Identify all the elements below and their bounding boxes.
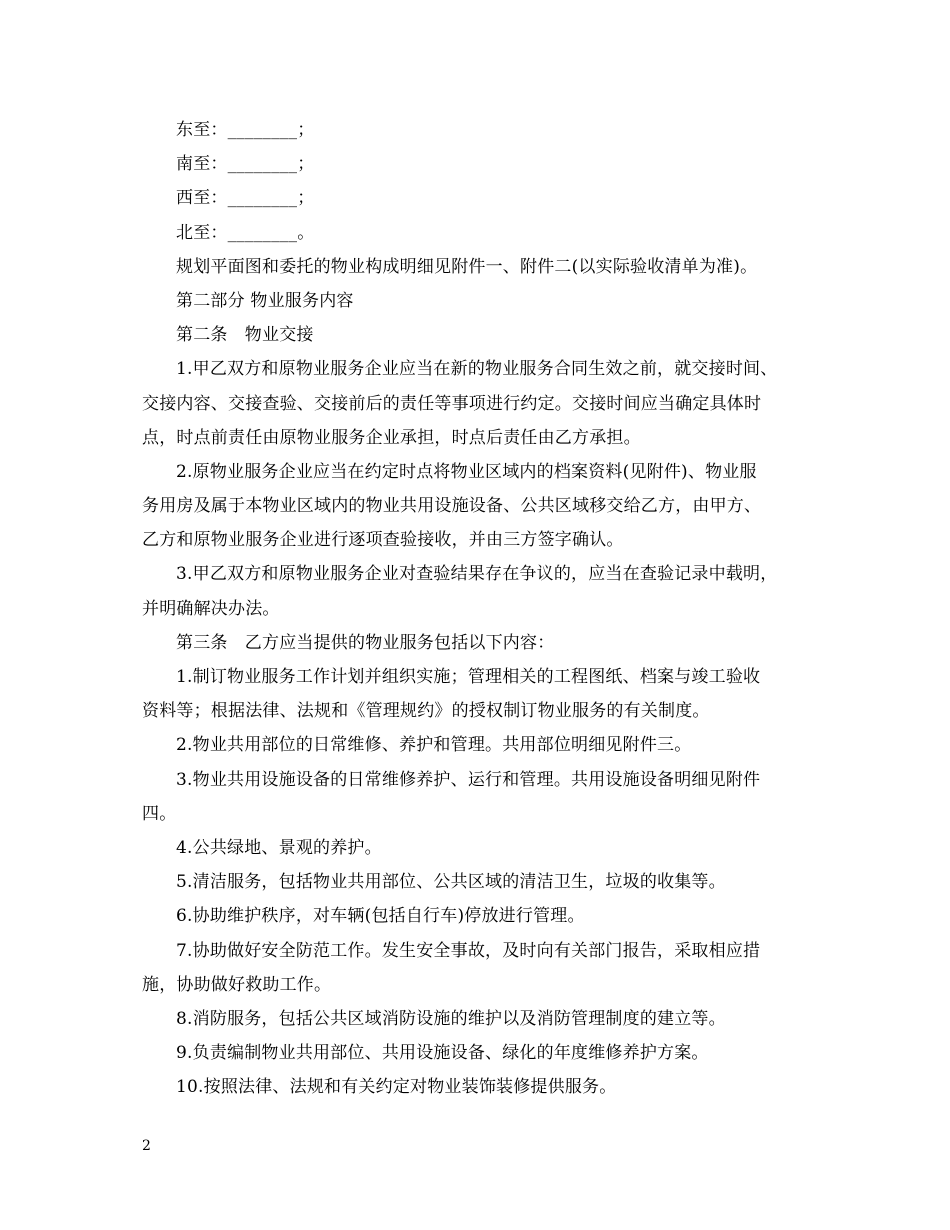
text-line: 第三条 乙方应当提供的物业服务包括以下内容： — [176, 632, 555, 653]
text-line: 务用房及属于本物业区域内的物业共用设施设备、公共区域移交给乙方，由甲方、 — [142, 496, 762, 517]
page-number: 2 — [142, 1138, 151, 1154]
text-line: 5.清洁服务，包括物业共用部位、公共区域的清洁卫生，垃圾的收集等。 — [176, 872, 726, 893]
text-line: 四。 — [142, 803, 177, 824]
text-line: 3.甲乙双方和原物业服务企业对查验结果存在争议的，应当在查验记录中载明， — [176, 564, 778, 585]
text-line: 8.消防服务，包括公共区域消防设施的维护以及消防管理制度的建立等。 — [176, 1008, 726, 1029]
text-line: 1.制订物业服务工作计划并组织实施；管理相关的工程图纸、档案与竣工验收 — [176, 667, 761, 687]
text-line: 资料等；根据法律、法规和《管理规约》的授权制订物业服务的有关制度。 — [142, 701, 710, 722]
text-line: 规划平面图和委托的物业构成明细见附件一、附件二(以实际验收清单为准)。 — [176, 256, 758, 277]
text-line: 乙方和原物业服务企业进行逐项查验接收，并由三方签字确认。 — [142, 530, 624, 551]
text-line: 9.负责编制物业共用部位、共用设施设备、绿化的年度维修养护方案。 — [176, 1043, 709, 1064]
text-line: 交接内容、交接查验、交接前后的责任等事项进行约定。交接时间应当确定具体时 — [142, 393, 762, 414]
text-line: 北至：________。 — [176, 222, 315, 243]
text-line: 第二条 物业交接 — [176, 325, 314, 346]
text-line: 第二部分 物业服务内容 — [176, 290, 354, 311]
text-line: 2.物业共用部位的日常维修、养护和管理。共用部位明细见附件三。 — [176, 735, 692, 756]
document-body — [142, 113, 818, 1104]
text-line: 并明确解决办法。 — [142, 598, 280, 619]
text-line: 施，协助做好救助工作。 — [142, 974, 332, 995]
text-line: 西至：________； — [176, 188, 315, 209]
text-line: 6.协助维护秩序，对车辆(包括自行车)停放进行管理。 — [176, 906, 585, 927]
text-line: 1.甲乙双方和原物业服务企业应当在新的物业服务合同生效之前，就交接时间、 — [176, 359, 778, 380]
text-line: 3.物业共用设施设备的日常维修养护、运行和管理。共用设施设备明细见附件 — [176, 769, 761, 790]
text-line: 南至：________； — [176, 154, 315, 175]
text-line: 点，时点前责任由原物业服务企业承担，时点后责任由乙方承担。 — [142, 427, 641, 448]
text-line: 东至：________； — [176, 120, 315, 140]
text-line: 7.协助做好安全防范工作。发生安全事故，及时向有关部门报告，采取相应措 — [176, 940, 761, 961]
text-line: 4.公共绿地、景观的养护。 — [176, 837, 382, 858]
text-line: 10.按照法律、法规和有关约定对物业装饰装修提供服务。 — [176, 1077, 617, 1098]
text-line: 2.原物业服务企业应当在约定时点将物业区域内的档案资料(见附件)、物业服 — [176, 461, 757, 482]
